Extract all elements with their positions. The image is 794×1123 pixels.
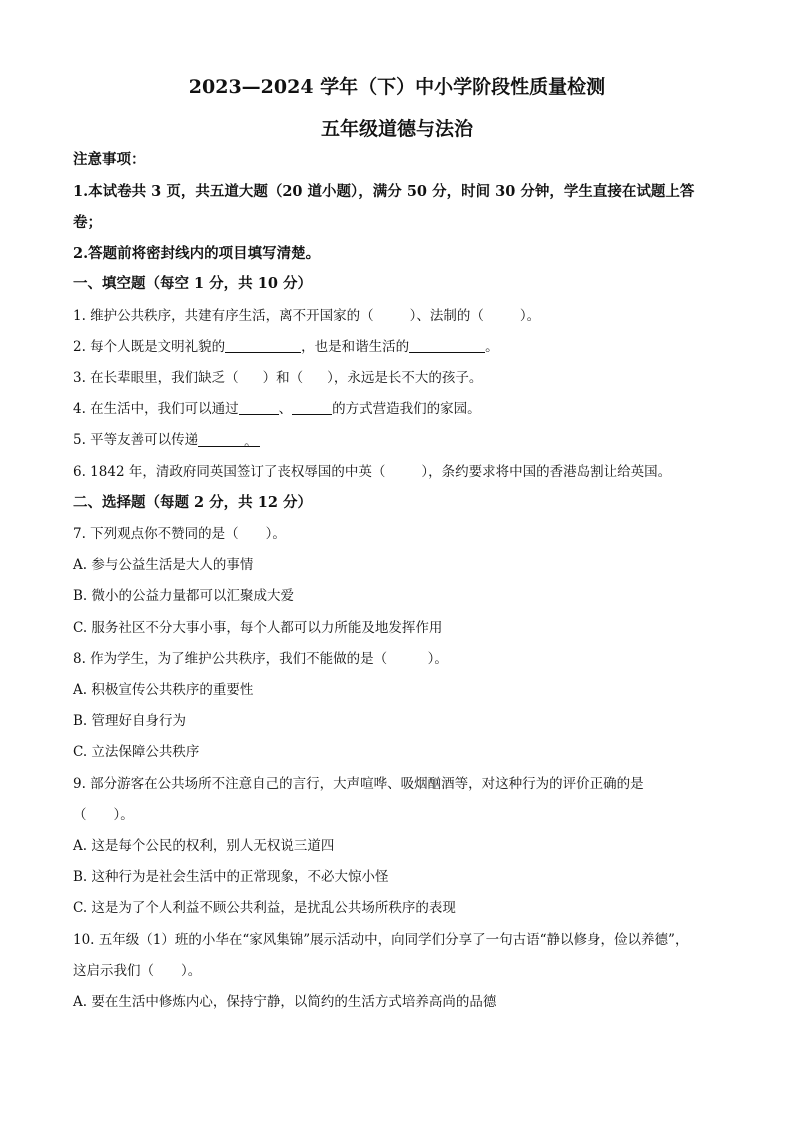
question-4 — [73, 399, 733, 419]
question-9-stem: 9. 部分游客在公共场所不注意自己的言行，大声喧哗、吸烟酗酒等，对这种行为的评价正确的是 — [73, 776, 644, 792]
q6-text-a: 6. 1842 年，清政府同英国签订了丧权辱国的中英（ — [73, 464, 386, 480]
q3-text-a: 3. 在长辈眼里，我们缺乏（ — [73, 370, 239, 386]
notice-item-1-cont: 卷； — [73, 214, 102, 231]
question-7-option-a[interactable]: A. 参与公益生活是大人的事情 — [73, 557, 254, 573]
question-2 — [73, 337, 733, 357]
question-5 — [73, 430, 733, 450]
notice-item-2: 2.答题前将密封线内的项目填写清楚。 — [73, 245, 321, 262]
q2-blank-2[interactable] — [409, 338, 485, 353]
q2-text-a: 2. 每个人既是文明礼貌的 — [73, 339, 226, 355]
question-6 — [73, 462, 733, 482]
question-9-option-c[interactable]: C. 这是为了个人利益不顾公共利益，是扰乱公共场所秩序的表现 — [73, 900, 456, 916]
question-7-stem: 7. 下列观点你不赞同的是（ ）。 — [73, 526, 286, 542]
q1-text-b: ）、法制的（ — [409, 308, 484, 324]
question-10-option-a[interactable]: A. 要在生活中修炼内心，保持宁静，以简约的生活方式培养高尚的品德 — [73, 994, 497, 1010]
q1-text-c: ）。 — [519, 308, 541, 324]
q5-blank[interactable] — [198, 432, 260, 450]
q4-text-c: 的方式营造我们的家园。 — [332, 401, 481, 417]
q4-blank-2[interactable] — [292, 400, 332, 415]
question-7-option-c[interactable]: C. 服务社区不分大事小事，每个人都可以力所能及地发挥作用 — [73, 620, 443, 636]
question-9-stem-cont: （ ）。 — [73, 807, 134, 823]
q4-blank-1[interactable] — [239, 400, 279, 415]
section-2-heading: 二、选择题（每题 2 分，共 12 分） — [73, 494, 312, 511]
section-1-heading: 一、填空题（每空 1 分，共 10 分） — [73, 275, 312, 292]
notice-item-1: 1.本试卷共 3 页，共五道大题（20 道小题），满分 50 分，时间 30 分钟，学生直接在试题上答 — [73, 183, 695, 200]
q3-text-c: ），永远是长不大的孩子。 — [327, 370, 483, 386]
q1-text-a: 1. 维护公共秩序，共建有序生活，离不开国家的（ — [73, 308, 374, 324]
exam-title: 2023—2024 学年（下）中小学阶段性质量检测 — [188, 76, 606, 98]
q5-text-a: 5. 平等友善可以传递 — [73, 432, 199, 448]
question-3 — [73, 368, 733, 388]
question-8-option-c[interactable]: C. 立法保障公共秩序 — [73, 744, 200, 760]
question-7-option-b[interactable]: B. 微小的公益力量都可以汇聚成大爱 — [73, 588, 295, 604]
q4-text-a: 4. 在生活中，我们可以通过 — [73, 401, 239, 417]
q4-text-b: 、 — [278, 401, 293, 417]
question-8-option-b[interactable]: B. 管理好自身行为 — [73, 713, 187, 729]
question-9-option-a[interactable]: A. 这是每个公民的权利，别人无权说三道四 — [73, 838, 335, 854]
question-10-stem: 10. 五年级（1）班的小华在“家风集锦”展示活动中，向同学们分享了一句古语“静以修身，俭以养德”， — [73, 932, 689, 948]
exam-subject: 五年级道德与法治 — [320, 118, 473, 140]
q2-blank-1[interactable] — [225, 338, 301, 353]
question-8-stem: 8. 作为学生，为了维护公共秩序，我们不能做的是（ ）。 — [73, 651, 448, 667]
notice-heading: 注意事项： — [73, 151, 146, 168]
question-1 — [73, 306, 733, 326]
q5-text-b: 。 — [244, 434, 258, 450]
q6-text-b: ），条约要求将中国的香港岛割让给英国。 — [421, 464, 672, 480]
question-8-option-a[interactable]: A. 积极宣传公共秩序的重要性 — [73, 682, 254, 698]
question-10-stem-cont: 这启示我们（ ）。 — [73, 963, 202, 979]
question-9-option-b[interactable]: B. 这种行为是社会生活中的正常现象，不必大惊小怪 — [73, 869, 389, 885]
q3-text-b: ）和（ — [262, 370, 304, 386]
q2-text-c: 。 — [485, 339, 499, 355]
q2-text-b: ，也是和谐生活的 — [301, 339, 410, 355]
